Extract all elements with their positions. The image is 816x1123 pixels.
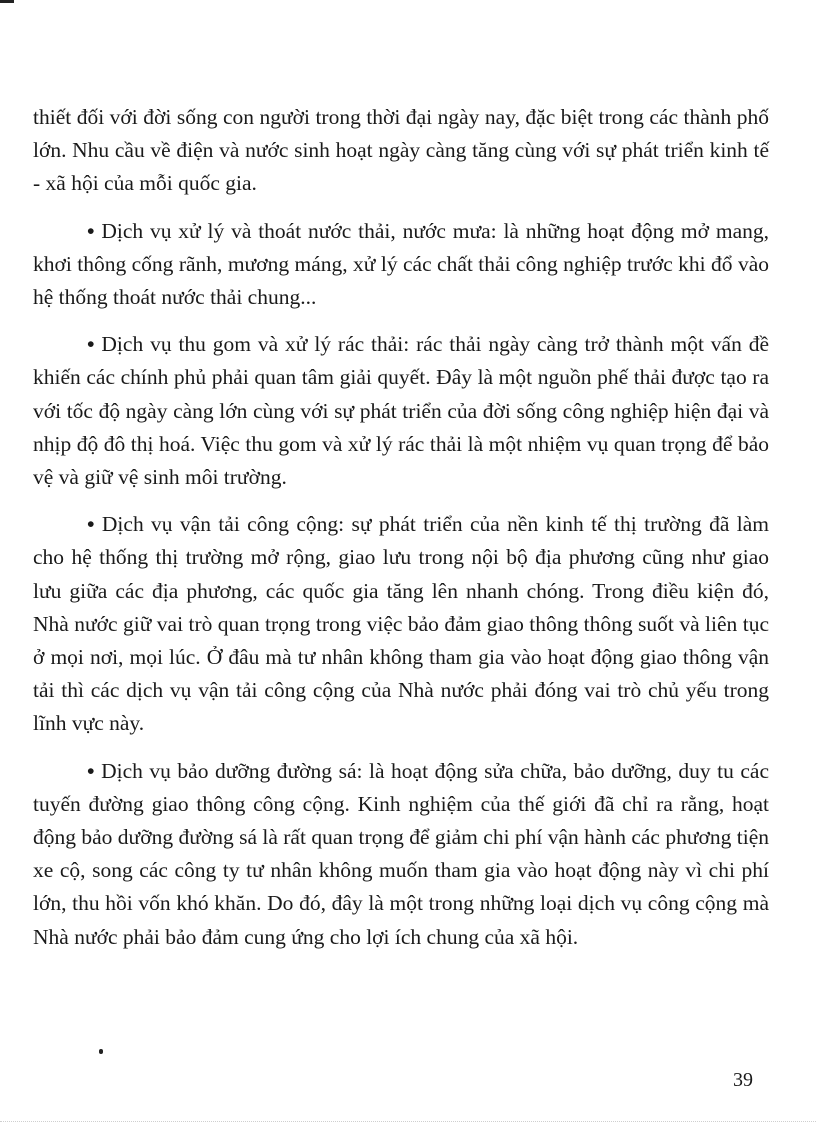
- ink-speck: [99, 1049, 103, 1054]
- bullet-icon: •: [87, 218, 95, 243]
- paragraph-road-maintenance-service: [33, 755, 769, 954]
- paragraph-text: Dịch vụ thu gom và xử lý rác thải: rác thải ngày càng trở thành một vấn đề khiến các chính phủ phải quan tâm giải quyết. Đây là một nguồn phế thải được tạo ra với tốc độ ngày càng lớn cùng với sự phát triển của đời sống công nghiệp hiện đại và nhịp độ đô thị hoá. Việc thu gom và xử lý rác thải là một nhiệm vụ quan trọng để bảo vệ và giữ vệ sinh môi trường.: [33, 332, 770, 490]
- body-text: [33, 101, 769, 954]
- paragraph-text: thiết đối với đời sống con người trong thời đại ngày nay, đặc biệt trong các thành phố lớn. Nhu cầu về điện và nước sinh hoạt ngày càng tăng cùng với sự phát triển kinh tế - xã hội của mỗi quốc gia.: [33, 105, 769, 196]
- scan-corner-mark: [0, 0, 14, 3]
- bullet-icon: •: [87, 758, 95, 783]
- bullet-icon: •: [87, 512, 95, 537]
- page-number: 39: [733, 1069, 753, 1091]
- paragraph-text: Dịch vụ vận tải công cộng: sự phát triển của nền kinh tế thị trường đã làm cho hệ thống thị trường mở rộng, giao lưu trong nội bộ địa phương cũng như giao lưu giữa các địa phương, các quốc gia tăng lên nhanh chóng. Trong điều kiện đó, Nhà nước giữ vai trò quan trọng trong việc bảo đảm giao thông thông suốt và liên tục ở mọi nơi, mọi lúc. Ở đâu mà tư nhân không tham gia vào hoạt động giao thông vận tải thì các dịch vụ vận tải công cộng của Nhà nước phải đóng vai trò chủ yếu trong lĩnh vực này.: [33, 512, 770, 736]
- paragraph-wastewater-service: [33, 215, 769, 315]
- paragraph-text: Dịch vụ bảo dưỡng đường sá: là hoạt động sửa chữa, bảo dưỡng, duy tu các tuyến đường giao thông công cộng. Kinh nghiệm của thế giới đã chỉ ra rằng, hoạt động bảo dưỡng đường sá là rất quan trọng để giảm chi phí vận hành các phương tiện xe cộ, song các công ty tư nhân không muốn tham gia vào hoạt động này vì chi phí lớn, thu hồi vốn khó khăn. Do đó, đây là một trong những loại dịch vụ công cộng mà Nhà nước phải bảo đảm cung ứng cho lợi ích chung của xã hội.: [33, 758, 769, 949]
- bullet-icon: •: [87, 332, 95, 357]
- paragraph-waste-collection-service: [33, 328, 769, 494]
- paragraph-continuation: [33, 101, 769, 201]
- paragraph-public-transport-service: [33, 508, 769, 740]
- paragraph-text: Dịch vụ xử lý và thoát nước thải, nước mưa: là những hoạt động mở mang, khơi thông cống rãnh, mương máng, xử lý các chất thải công nghiệp trước khi đổ vào hệ thống thoát nước thải chung...: [33, 218, 769, 310]
